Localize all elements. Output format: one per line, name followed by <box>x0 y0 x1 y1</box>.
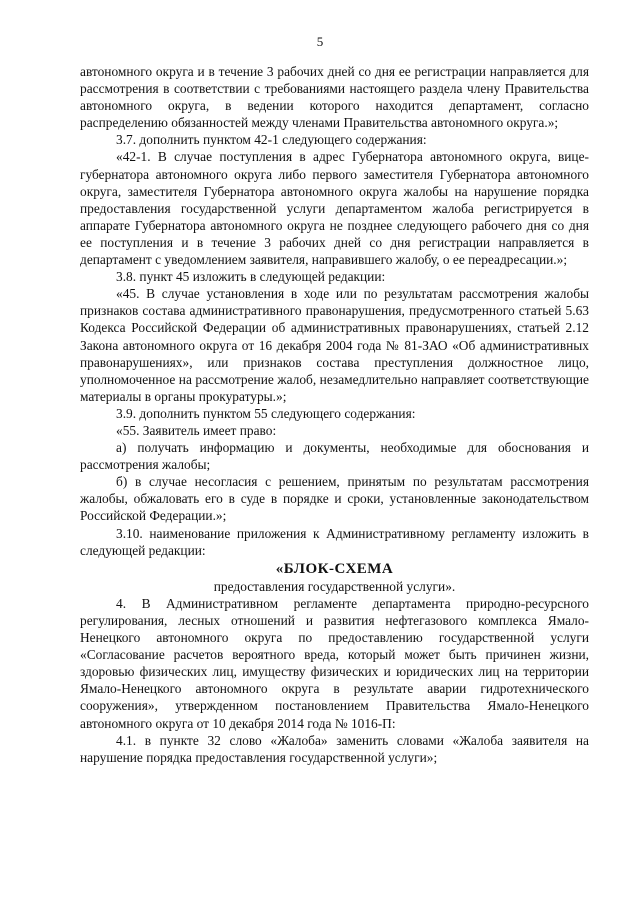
paragraph-3-10: 3.10. наименование приложения к Административному регламенту изложить в следующей редакции: <box>80 525 589 558</box>
page-number: 5 <box>316 34 324 49</box>
document-body <box>80 63 589 766</box>
paragraph-3-8: 3.8. пункт 45 изложить в следующей редакции: <box>116 269 386 285</box>
paragraph-continuation: автономного округа и в течение 3 рабочих дней со дня ее регистрации направляется для рассмотрения в соответствии с требованиями настоящего раздела члену Правительства автономного округа, в ведении которого находится департамент, согласно распределению обязанностей между членами Правительства автономного округа.»; <box>80 64 589 131</box>
paragraph-3-7: 3.7. дополнить пунктом 42-1 следующего содержания: <box>116 132 427 148</box>
paragraph-3-9: 3.9. дополнить пунктом 55 следующего содержания: <box>116 405 416 421</box>
paragraph-42-1: «42-1. В случае поступления в адрес Губернатора автономного округа, вице-губернатора автономного округа либо первого заместителя Губернатора автономного округа, заместителя Губернатора автономного округа жалобы на нарушение порядка предоставления государственной услуги департаментом жалоба регистрируется в аппарате Губернатора автономного округа не позднее следующего рабочего дня со дня ее поступления и в течение 3 рабочих дней со дня регистрации направляется в департамент с уведомлением заявителя, направившего жалобу, о ее переадресации.»; <box>80 149 589 268</box>
block-scheme-subtitle: предоставления государственной услуги». <box>213 578 456 594</box>
block-scheme-title: «БЛОК-СХЕМА <box>275 560 394 577</box>
paragraph-4: 4. В Административном регламенте департамента природно-ресурсного регулирования, лесных отношений и развития нефтегазового комплекса Ямало-Ненецкого автономного округа по предоставлению государственной услуги «Согласование расчетов вероятного вреда, который может быть причинен жизни, здоровью физических лиц, имуществу физических и юридических лиц на территории Ямало-Ненецкого автономного округа в результате аварии гидротехнического сооружения», утвержденном постановлением Правительства Ямало-Ненецкого автономного округа от 10 декабря 2014 года № 1016-П: <box>80 595 589 731</box>
paragraph-55-b: б) в случае несогласия с решением, принятым по результатам рассмотрения жалобы, обжаловать его в суде в порядке и сроки, установленные законодательством Российской Федерации.»; <box>80 474 589 524</box>
paragraph-55-a: а) получать информацию и документы, необходимые для обоснования и рассмотрения жалобы; <box>80 440 589 473</box>
paragraph-55: «55. Заявитель имеет право: <box>116 422 277 438</box>
paragraph-4-1: 4.1. в пункте 32 слово «Жалоба» заменить словами «Жалоба заявителя на нарушение порядка предоставления государственной услуги»; <box>80 732 589 765</box>
paragraph-45: «45. В случае установления в ходе или по результатам рассмотрения жалобы признаков состава административного правонарушения, предусмотренного статьей 5.63 Кодекса Российской Федерации об административных правонарушениях, статьей 2.12 Закона автономного округа от 16 декабря 2004 года № 81-ЗАО «Об административных правонарушениях», или признаков состава преступления должностное лицо, уполномоченное на рассмотрение жалоб, незамедлительно направляет соответствующие материалы в органы прокуратуры.»; <box>80 286 589 404</box>
